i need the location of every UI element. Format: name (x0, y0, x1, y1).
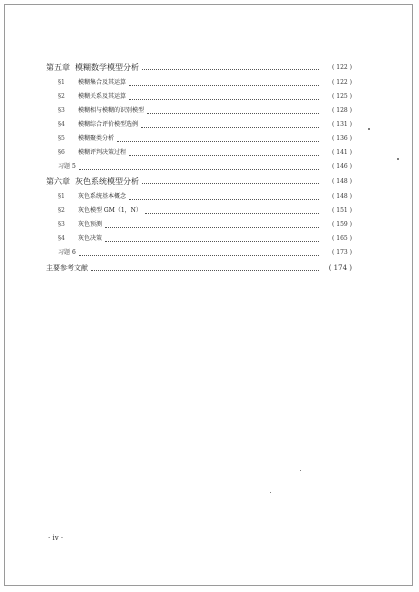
section-title: 灰色模型 GM（1，N） (78, 207, 142, 214)
dot-leader (79, 169, 319, 170)
chapter-label: 第五章 (46, 62, 70, 72)
toc-entry[interactable] (46, 90, 352, 104)
section-title: 模糊关系及其运算 (78, 93, 127, 100)
exercise-label: 习题 (58, 249, 71, 256)
section-number: §1 (58, 79, 65, 86)
page-number: ( 128 ) (332, 107, 352, 114)
toc-entry[interactable] (46, 218, 352, 232)
dot-leader (142, 69, 319, 70)
section-number: §6 (58, 149, 65, 156)
section-title: 模糊聚类分析 (78, 135, 115, 142)
page-number: ( 159 ) (332, 221, 352, 228)
exercise-entry[interactable] (46, 246, 352, 260)
section-number: §4 (58, 235, 65, 242)
chapter-title: 灰色系统模型分析 (75, 176, 139, 186)
page-folio: · iv · (48, 534, 64, 542)
section-title: 灰色决策 (78, 235, 103, 242)
section-number: §3 (58, 221, 65, 228)
section-title: 灰色系统基本概念 (78, 193, 127, 200)
toc-entry[interactable] (46, 190, 352, 204)
table-of-contents (46, 60, 352, 276)
toc-entry[interactable] (46, 132, 352, 146)
toc-entry[interactable] (46, 76, 352, 90)
section-title: 模糊评判决策过程 (78, 149, 127, 156)
section-title: 灰色预测 (78, 221, 103, 228)
section-number: §1 (58, 193, 65, 200)
dot-leader (117, 141, 319, 142)
exercise-number: 5 (72, 163, 76, 170)
toc-entry[interactable] (46, 232, 352, 246)
exercise-entry[interactable] (46, 160, 352, 174)
page-number: ( 165 ) (332, 235, 352, 242)
dot-leader (91, 270, 319, 271)
dot-leader (129, 85, 319, 86)
dot-leader (79, 255, 319, 256)
dot-leader (129, 199, 319, 200)
dot-leader (105, 241, 319, 242)
dot-leader (145, 213, 319, 214)
chapter-6-heading[interactable] (46, 174, 352, 189)
scan-speck (300, 470, 301, 471)
page-number: ( 148 ) (332, 193, 352, 200)
page-number: ( 146 ) (332, 163, 352, 170)
chapter-5-heading[interactable] (46, 60, 352, 75)
page-number: ( 125 ) (332, 93, 352, 100)
page-number: ( 148 ) (332, 177, 352, 185)
page-number: ( 151 ) (332, 207, 352, 214)
toc-entry[interactable] (46, 104, 352, 118)
scan-speck (397, 158, 399, 160)
chapter-title: 模糊数学模型分析 (75, 62, 139, 72)
toc-entry[interactable] (46, 204, 352, 218)
references-title: 主要参考文献 (46, 264, 88, 272)
dot-leader (129, 99, 319, 100)
dot-leader (129, 155, 319, 156)
references-entry[interactable] (46, 261, 352, 276)
scan-speck (368, 128, 370, 130)
section-title: 模糊综合评价模型选例 (78, 121, 139, 128)
section-number: §2 (58, 93, 65, 100)
chapter-label: 第六章 (46, 176, 70, 186)
toc-entry[interactable] (46, 118, 352, 132)
dot-leader (142, 183, 319, 184)
section-number: §2 (58, 207, 65, 214)
dot-leader (141, 127, 319, 128)
page-number: ( 122 ) (332, 63, 352, 71)
page-number: ( 136 ) (332, 135, 352, 142)
section-title: 模糊相与模糊的识别模型 (78, 107, 145, 114)
page-number: ( 173 ) (332, 249, 352, 256)
page-number: ( 141 ) (332, 149, 352, 156)
section-number: §3 (58, 107, 65, 114)
scan-speck (270, 492, 271, 493)
section-number: §5 (58, 135, 65, 142)
page-number: ( 174 ) (328, 264, 352, 272)
page-number: ( 131 ) (332, 121, 352, 128)
exercise-number: 6 (72, 249, 76, 256)
dot-leader (105, 227, 319, 228)
exercise-label: 习题 (58, 163, 71, 170)
section-title: 模糊集合及其运算 (78, 79, 127, 86)
dot-leader (147, 113, 319, 114)
toc-entry[interactable] (46, 146, 352, 160)
section-number: §4 (58, 121, 65, 128)
page-number: ( 122 ) (332, 79, 352, 86)
